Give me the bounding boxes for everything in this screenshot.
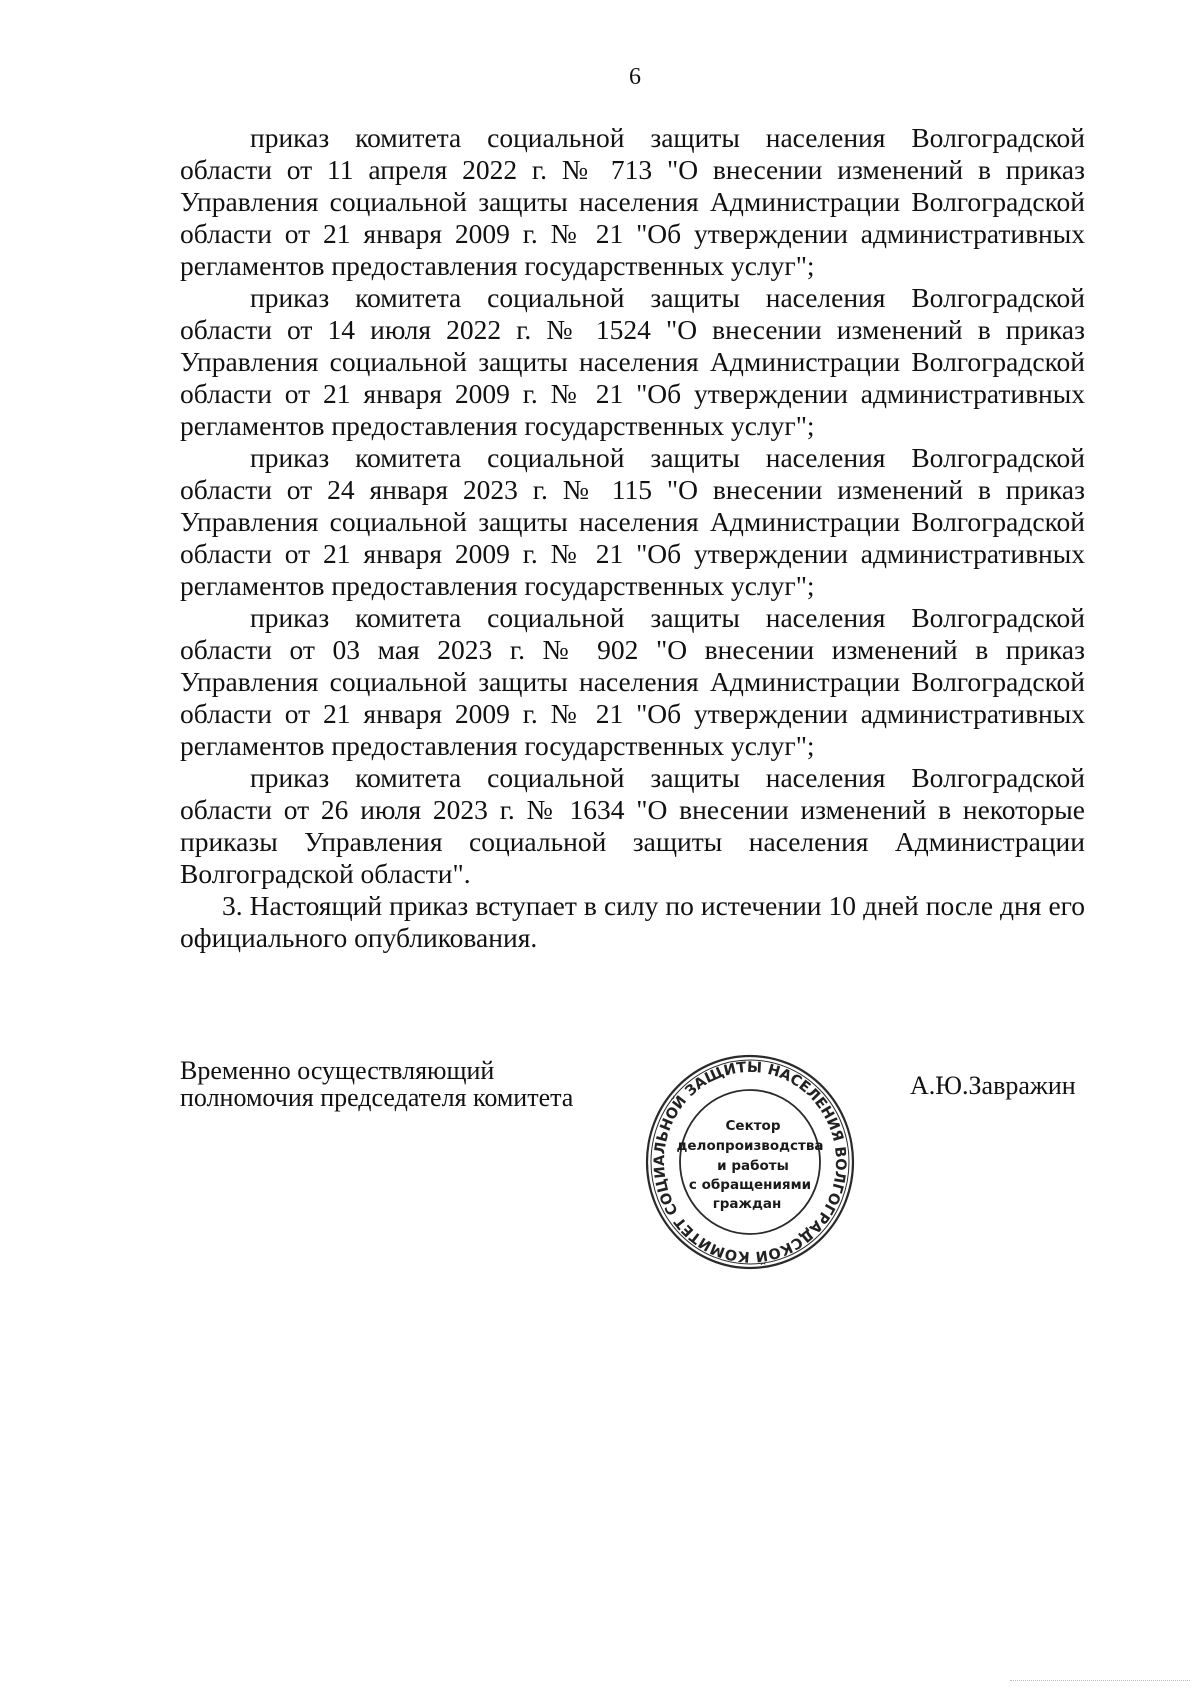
page-number: 6: [629, 64, 641, 90]
paragraph: приказ комитета социальной защиты населения Волгоградской области от 24 января 2023 г. № 115 "О внесении изменений в приказ Управления социальной защиты населения Администрации Волгоградской области от 21 января 2009 г. № 21 "Об утверждении административных регламентов предоставления государственных услуг";: [180, 442, 1085, 601]
footer-line: [1010, 1680, 1190, 1681]
paragraph: приказ комитета социальной защиты населения Волгоградской области от 26 июля 2023 г. № 1634 "О внесении изменений в некоторые приказы Управления социальной защиты населения Администрации Волгоградской области".: [180, 762, 1085, 889]
signatory-position: [180, 1057, 573, 1111]
stamp-seal-icon: [643, 1048, 858, 1270]
stamp-line: Сектор: [725, 1118, 781, 1134]
paragraph: приказ комитета социальной защиты населения Волгоградской области от 14 июля 2022 г. № 1524 "О внесении изменений в приказ Управления социальной защиты населения Администрации Волгоградской области от 21 января 2009 г. № 21 "Об утверждении административных регламентов предоставления государственных услуг";: [180, 282, 1085, 441]
stamp-ring-text: КОМИТЕТ СОЦИАЛЬНОЙ ЗАЩИТЫ НАСЕЛЕНИЯ ВОЛГОГРАДСКОЙ: [651, 1059, 849, 1265]
document-body: [180, 122, 1085, 954]
stamp-line: и работы: [717, 1158, 789, 1174]
paragraph: приказ комитета социальной защиты населения Волгоградской области от 11 апреля 2022 г. № 713 "О внесении изменений в приказ Управления социальной защиты населения Администрации Волгоградской области от 21 января 2009 г. № 21 "Об утверждении административных регламентов предоставления государственных услуг";: [180, 122, 1085, 281]
stamp-line: с обращениями: [688, 1177, 812, 1193]
closing-paragraph: 3. Настоящий приказ вступает в силу по истечении 10 дней после дня его официального опубликования.: [180, 890, 1085, 953]
signatory-name: А.Ю.Завражин: [910, 1071, 1076, 1100]
stamp-line: граждан: [712, 1196, 782, 1212]
paragraph: приказ комитета социальной защиты населения Волгоградской области от 03 мая 2023 г. № 902 "О внесении изменений в приказ Управления социальной защиты населения Администрации Волгоградской области от 21 января 2009 г. № 21 "Об утверждении административных регламентов предоставления государственных услуг";: [180, 602, 1085, 761]
signatory-position-line: Временно осуществляющий: [180, 1056, 495, 1085]
stamp-line: делопроизводства: [676, 1138, 824, 1154]
signatory-position-line: полномочия председателя комитета: [180, 1083, 574, 1112]
official-stamp: [643, 1048, 858, 1270]
